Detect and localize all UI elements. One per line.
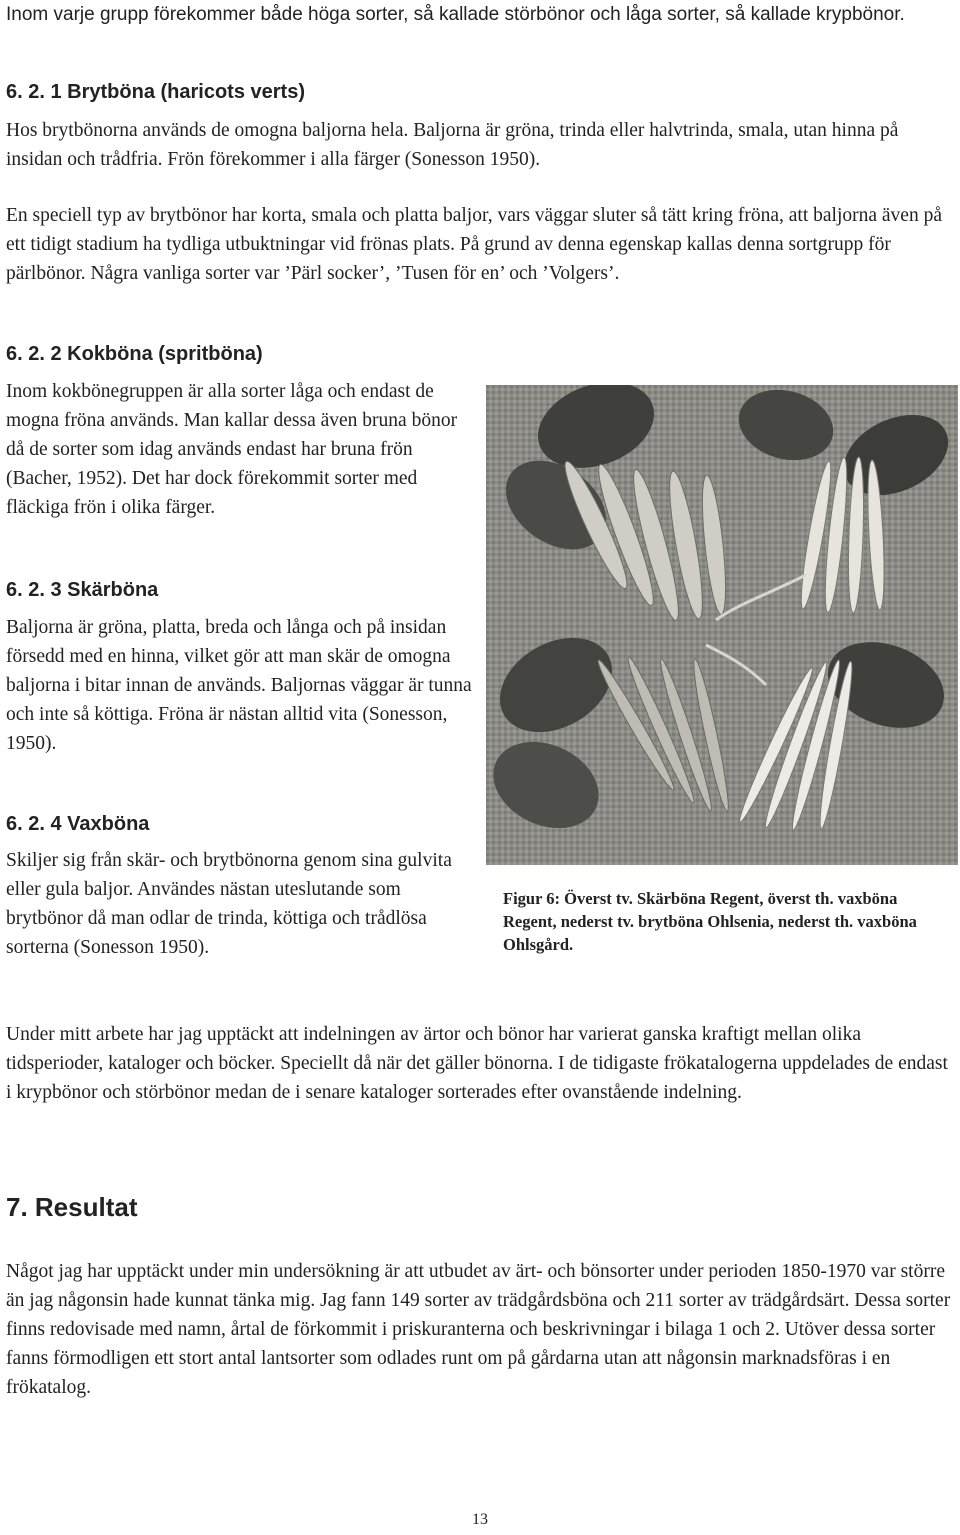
section-heading-brytbona: 6. 2. 1 Brytböna (haricots verts) (6, 81, 305, 103)
page-number: 13 (472, 1511, 488, 1528)
figure-caption: Figur 6: Överst tv. Skärböna Regent, överst th. vaxböna Regent, nederst tv. brytböna Ohlsenia, nederst th. vaxböna Ohlsgård. (503, 889, 917, 954)
vaxbona-paragraph: Skiljer sig från skär- och brytbönorna genom sina gulvita eller gula baljor. Användes nästan uteslutande som brytbönor då man odlar de trinda, köttiga och trådlösa sorterna (Sonesson 1950). (6, 850, 452, 958)
brytbona-paragraph-1: Hos brytbönorna används de omogna baljorna hela. Baljorna är gröna, trinda eller halvtrinda, smala, utan hinna på insidan och trådfria. Frön förekommer i alla färger (Sonesson 1950). (6, 120, 899, 170)
section-heading-kokbona: 6. 2. 2 Kokböna (spritböna) (6, 343, 263, 365)
kokbona-paragraph: Inom kokbönegruppen är alla sorter låga och endast de mogna fröna används. Man kallar dessa även bruna bönor då de sorter som idag används endast har bruna frön (Bacher, 1952). Det har dock förekommit sorter med fläckiga frön i olika färger. (6, 381, 458, 518)
intro-paragraph: Inom varje grupp förekommer både höga sorter, så kallade störbönor och låga sorter, så kallade krypbönor. (6, 4, 905, 25)
results-paragraph: Något jag har upptäckt under min undersökning är att utbudet av ärt- och bönsorter under perioden 1850-1970 var större än jag någonsin hade kunnat tänka mig. Jag fann 149 sorter av trädgårdsböna och 211 sorter av trädgårdsärt. Dessa sorter finns redovisade med namn, årtal de förkommit i priskuranterna och beskrivningar i bilaga 1 och 2. Utöver dessa sorter fanns förmodligen ett stort antal lantsorter som odlades runt om på gårdarna utan att någonsin marknadsföras i en frökatalog. (6, 1261, 951, 1398)
skarbona-paragraph: Baljorna är gröna, platta, breda och långa och på insidan försedd med en hinna, vilket gör att man skär de omogna baljorna i bitar innan de används. Baljornas väggar är tunna och inte så köttiga. Fröna är nästan alltid vita (Sonesson, 1950). (6, 617, 472, 754)
bean-varieties-photo (486, 385, 958, 865)
brytbona-paragraph-2: En speciell typ av brytbönor har korta, smala och platta baljor, vars väggar sluter så tätt kring fröna, att baljorna även på ett tidigt stadium ha tydliga utbuktningar vid frönas plats. På grund av denna egenskap kallas denna sortgrupp för pärlbönor. Några vanliga sorter var ’Pärl socker’, ’Tusen för en’ och ’Volgers’. (6, 205, 942, 284)
section-heading-skarbona: 6. 2. 3 Skärböna (6, 579, 159, 601)
after-figure-paragraph: Under mitt arbete har jag upptäckt att indelningen av ärtor och bönor har varierat ganska kraftigt mellan olika tidsperioder, kataloger och böcker. Speciellt då när det gäller bönorna. I de tidigaste frökatalogerna uppdelades de endast i krypbönor och störbönor medan de i senare kataloger sorterades efter ovanstående indelning. (6, 1024, 948, 1103)
section-heading-vaxbona: 6. 2. 4 Vaxböna (6, 813, 150, 835)
results-heading: 7. Resultat (6, 1192, 138, 1222)
